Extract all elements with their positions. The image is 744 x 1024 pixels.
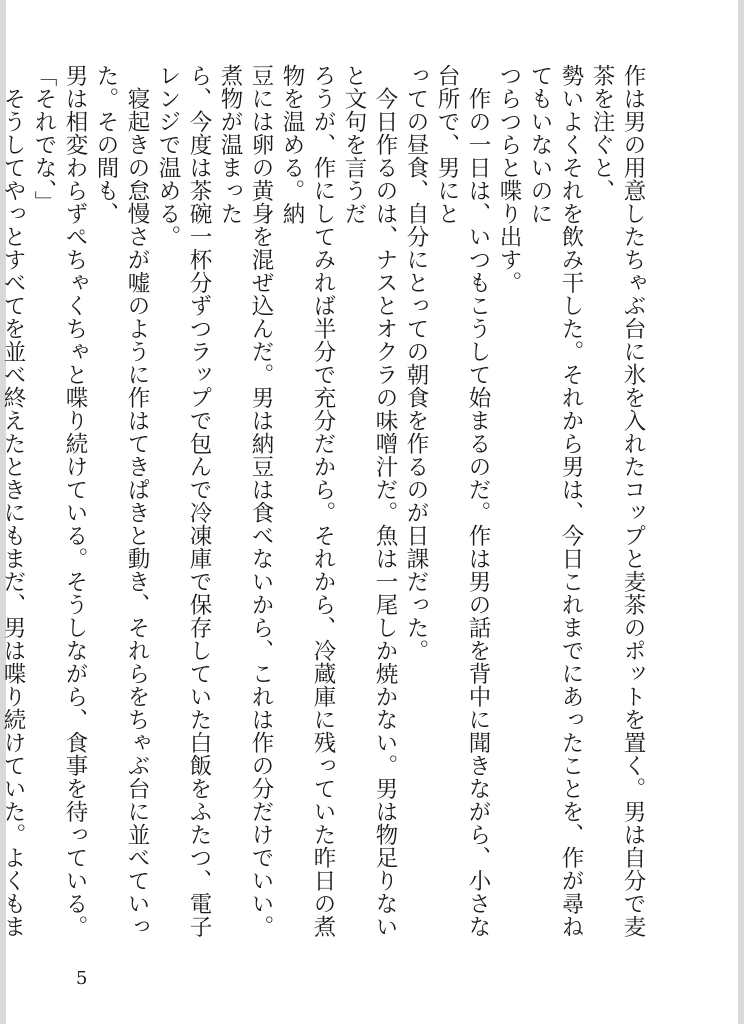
- text-column: 「それでな、」: [31, 64, 57, 214]
- text-column: つらつらと喋り出す。: [496, 64, 522, 294]
- text-column: 寝起きの怠慢さが嘘のように作はてきぱきと動き、それらをちゃぶ台に並べていった。その間も、: [93, 64, 150, 938]
- vertical-text-body: [0, 64, 648, 944]
- text-column: っての昼食、自分にとっての朝食を作るのが日課だった。: [403, 64, 429, 662]
- text-column: 豆には卵の黄身を混ぜ込んだ。男は納豆は食べないから、これは作の分だけでいい。煮物が温まった: [217, 64, 274, 938]
- text-column: 勢いよくそれを飲み干した。それから男は、今日これまでにあったことを、作が尋ねてもいないのに: [527, 64, 584, 938]
- text-column: 男は相変わらずぺちゃくちゃと喋り続けている。そうしながら、食事を待っている。: [62, 64, 88, 938]
- text-column: 作は男の用意したちゃぶ台に氷を入れたコップと麦茶のポットを置く。男は自分で麦茶を注ぐと、: [589, 64, 646, 938]
- text-column: 今日作るのは、ナスとオクラの味噌汁だ。魚は一尾しか焼かない。男は物足りないと文句を言うだ: [341, 64, 398, 938]
- text-column: 作の一日は、いつもこうして始まるのだ。作は男の話を背中に聞きながら、小さな台所で、男にと: [434, 64, 491, 938]
- text-column: ろうが、作にしてみれば半分で充分だから。それから、冷蔵庫に残っていた昨日の煮物を温める。納: [279, 64, 336, 938]
- text-column: そうしてやっとすべてを並べ終えたときにもまだ、男は喋り続けていた。よくもま: [0, 87, 26, 938]
- page-number: 5: [76, 968, 88, 989]
- text-column: ら、今度は茶碗一杯分ずつラップで包んで冷凍庫で保存していた白飯をふたつ、電子レンジで温める。: [155, 64, 212, 938]
